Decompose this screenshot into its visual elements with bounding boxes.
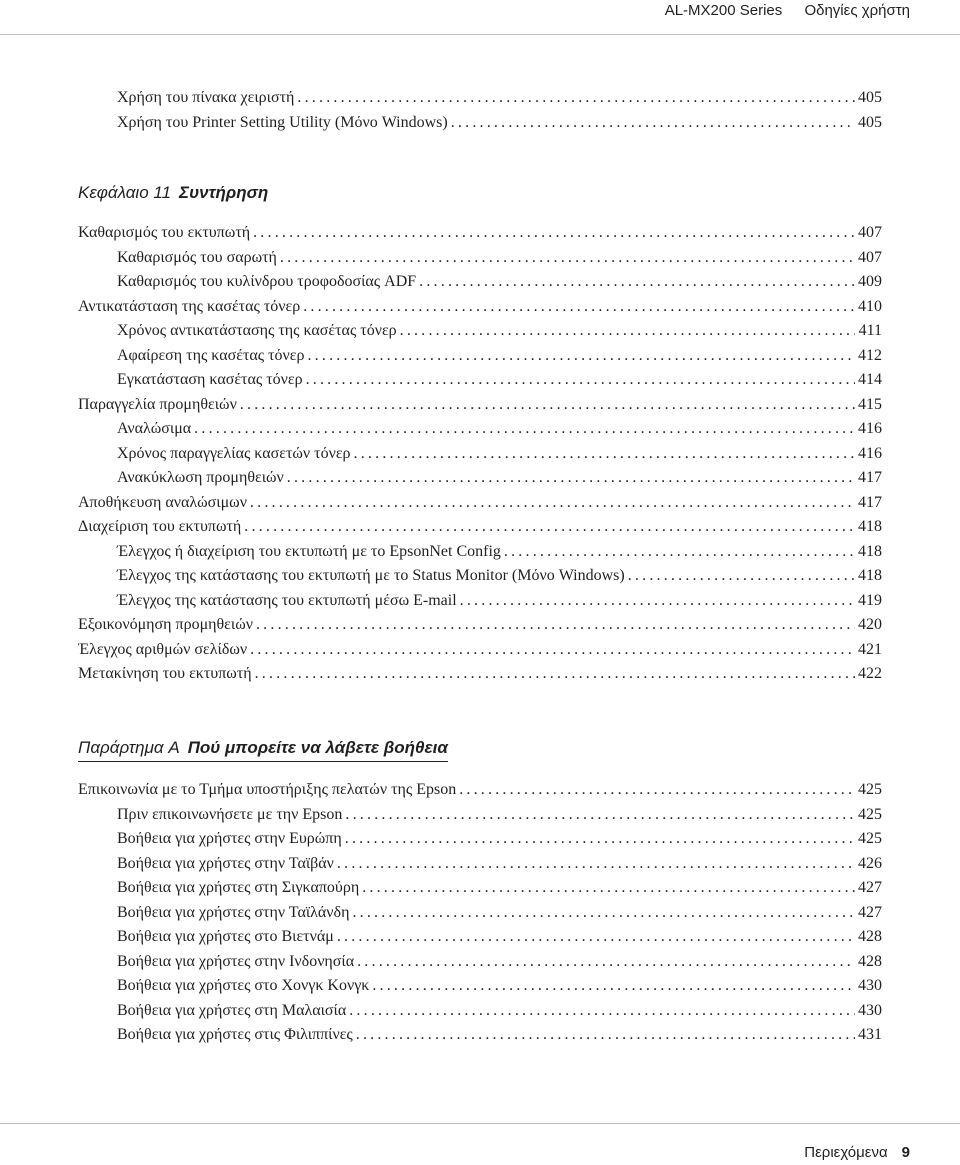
- dot-leader: [362, 876, 855, 901]
- toc-entry-label: Βοήθεια για χρήστες στο Βιετνάμ: [117, 928, 334, 945]
- footer-section: Περιεχόμενα: [804, 1144, 888, 1161]
- toc-entry-page: 417: [858, 469, 882, 486]
- toc-entry-page: 417: [858, 493, 882, 511]
- chapter-title: Συντήρηση: [179, 183, 269, 202]
- dot-leader: [240, 393, 855, 418]
- toc-entry-page: 407: [858, 248, 882, 266]
- dot-leader: [357, 950, 855, 975]
- toc-entry-label: Βοήθεια για χρήστες στην Ινδονησία: [117, 952, 355, 970]
- toc-entry[interactable]: [78, 319, 882, 344]
- toc-entry-label: Αναλώσιμα: [117, 420, 192, 437]
- toc-entry-label: Αντικατάσταση της κασέτας τόνερ: [78, 297, 301, 315]
- toc-list: [78, 221, 882, 687]
- toc-entry-page: 416: [858, 420, 882, 437]
- toc-entry-page: 415: [858, 395, 882, 413]
- toc-entry-page: 416: [858, 444, 882, 462]
- dot-leader: [352, 901, 855, 926]
- toc-entry-page: 428: [858, 952, 882, 970]
- toc-entry[interactable]: [78, 221, 882, 246]
- toc-entry-page: 414: [858, 371, 882, 388]
- chapter-prefix: Κεφάλαιο 11: [78, 183, 172, 202]
- dot-leader: [253, 221, 855, 246]
- toc-entry[interactable]: [78, 950, 882, 975]
- toc-entry-label: Πριν επικοινωνήσετε με την Epson: [117, 805, 343, 823]
- dot-leader: [194, 417, 855, 442]
- toc-entry-label: Βοήθεια για χρήστες στην Ταϊλάνδη: [117, 903, 350, 921]
- toc-entry-label: Ανακύκλωση προμηθειών: [117, 469, 284, 486]
- toc-entry[interactable]: [78, 613, 882, 638]
- toc-entry[interactable]: [78, 662, 882, 687]
- dot-leader: [250, 638, 855, 663]
- toc-entry[interactable]: [78, 270, 882, 295]
- toc-entry[interactable]: [78, 1023, 882, 1048]
- dot-leader: [256, 613, 855, 638]
- dot-leader: [345, 803, 855, 828]
- toc-entry-label: Παραγγελία προμηθειών: [78, 395, 237, 413]
- toc-entry-page: 412: [858, 346, 882, 364]
- toc-entry[interactable]: [78, 111, 882, 136]
- toc-entry[interactable]: [78, 417, 882, 442]
- toc-entry[interactable]: [78, 491, 882, 516]
- toc-entry-page: 420: [858, 616, 882, 633]
- dot-leader: [337, 852, 855, 877]
- dot-leader: [337, 925, 855, 950]
- toc-entry-page: 418: [858, 542, 882, 560]
- toc-entry[interactable]: [78, 393, 882, 418]
- toc-list: [78, 86, 882, 135]
- dot-leader: [400, 319, 855, 344]
- dot-leader: [628, 564, 855, 589]
- toc-entry[interactable]: [78, 589, 882, 614]
- dot-leader: [250, 491, 855, 516]
- toc-entry-label: Έλεγχος της κατάστασης του εκτυπωτή μέσω E-mail: [117, 591, 457, 609]
- toc-entry-label: Μετακίνηση του εκτυπωτή: [78, 665, 252, 682]
- toc-entry[interactable]: [78, 86, 882, 111]
- dot-leader: [297, 86, 855, 111]
- toc-entry[interactable]: [78, 295, 882, 320]
- footer-divider: [0, 1123, 960, 1124]
- toc-entry[interactable]: [78, 974, 882, 999]
- dot-leader: [303, 295, 855, 320]
- toc-entry[interactable]: [78, 515, 882, 540]
- dot-leader: [460, 589, 855, 614]
- toc-entry-page: 418: [858, 567, 882, 584]
- toc-entry-label: Καθαρισμός του σαρωτή: [117, 248, 277, 266]
- page-number: 9: [901, 1144, 910, 1161]
- toc-entry-page: 405: [858, 113, 882, 131]
- toc-entry-label: Καθαρισμός του κυλίνδρου τροφοδοσίας ADF: [117, 273, 417, 290]
- dot-leader: [280, 246, 855, 271]
- toc-entry-page: 425: [858, 781, 882, 798]
- toc-entry-page: 430: [858, 977, 882, 994]
- dot-leader: [306, 368, 855, 393]
- toc-entry-label: Χρήση του Printer Setting Utility (Μόνο Windows): [117, 113, 448, 131]
- toc-entry-label: Βοήθεια για χρήστες στη Σιγκαπούρη: [117, 879, 360, 896]
- toc-entry-label: Έλεγχος αριθμών σελίδων: [78, 640, 248, 658]
- dot-leader: [307, 344, 855, 369]
- toc-entry-page: 425: [858, 805, 882, 823]
- toc-entry-label: Χρόνος αντικατάστασης της κασέτας τόνερ: [117, 322, 397, 339]
- toc-entry-page: 418: [858, 518, 882, 535]
- toc-entry[interactable]: [78, 344, 882, 369]
- chapter-heading: [78, 181, 882, 205]
- toc-entry-page: 419: [858, 591, 882, 609]
- toc-entry-label: Βοήθεια για χρήστες στην Ευρώπη: [117, 830, 342, 847]
- dot-leader: [372, 974, 855, 999]
- toc-entry-page: 425: [858, 830, 882, 847]
- dot-leader: [354, 442, 855, 467]
- toc-entry-page: 409: [858, 273, 882, 290]
- dot-leader: [451, 111, 855, 136]
- toc-entry-label: Εγκατάσταση κασέτας τόνερ: [117, 371, 303, 388]
- page-footer: [804, 1143, 910, 1163]
- appendix-prefix: Παράρτημα A: [78, 738, 180, 757]
- toc-entry-label: Επικοινωνία με το Τμήμα υποστήριξης πελατών της Epson: [78, 781, 457, 798]
- toc-entry-page: 407: [858, 224, 882, 241]
- toc-entry[interactable]: [78, 442, 882, 467]
- toc-entry-page: 405: [858, 89, 882, 106]
- toc-entry[interactable]: [78, 564, 882, 589]
- toc-entry[interactable]: [78, 368, 882, 393]
- toc-entry-page: 411: [858, 322, 882, 339]
- dot-leader: [504, 540, 855, 565]
- toc-entry[interactable]: [78, 901, 882, 926]
- page-header: [665, 0, 910, 22]
- dot-leader: [419, 270, 855, 295]
- header-divider: [0, 34, 960, 35]
- toc-entry[interactable]: [78, 540, 882, 565]
- product-name: AL-MX200 Series: [664, 2, 783, 19]
- dot-leader: [349, 999, 855, 1024]
- toc-entry-page: 421: [858, 640, 882, 658]
- dot-leader: [356, 1023, 855, 1048]
- toc-entry-label: Έλεγχος της κατάστασης του εκτυπωτή με το Status Monitor (Μόνο Windows): [117, 567, 625, 584]
- toc-chapter-11: [78, 181, 882, 687]
- toc-entry-label: Έλεγχος ή διαχείριση του εκτυπωτή με το EpsonNet Config: [117, 542, 501, 560]
- toc-entry[interactable]: [78, 638, 882, 663]
- toc-entry-label: Καθαρισμός του εκτυπωτή: [78, 224, 251, 241]
- toc-entry[interactable]: [78, 778, 882, 803]
- toc-entry-page: 410: [858, 297, 882, 315]
- toc-entry-page: 427: [858, 903, 882, 921]
- toc-entry-label: Βοήθεια για χρήστες στην Ταϊβάν: [117, 854, 334, 872]
- toc-entry[interactable]: [78, 246, 882, 271]
- toc-entry-label: Βοήθεια για χρήστες στις Φιλιππίνες: [117, 1026, 353, 1043]
- toc-entry-label: Χρήση του πίνακα χειριστή: [117, 89, 295, 106]
- toc-appendix-a: [78, 736, 882, 1048]
- toc-entry[interactable]: [78, 466, 882, 491]
- toc-entry-page: 422: [858, 665, 882, 682]
- toc-entry-label: Αφαίρεση της κασέτας τόνερ: [117, 346, 305, 364]
- toc-entry[interactable]: [78, 803, 882, 828]
- appendix-title: Πού μπορείτε να λάβετε βοήθεια: [187, 738, 448, 757]
- dot-leader: [287, 466, 855, 491]
- toc-entry-label: Χρόνος παραγγελίας κασετών τόνερ: [117, 444, 351, 462]
- toc-entry[interactable]: [78, 852, 882, 877]
- dot-leader: [255, 662, 855, 687]
- toc-entry-page: 428: [858, 928, 882, 945]
- toc-entry-label: Διαχείριση του εκτυπωτή: [78, 518, 242, 535]
- toc-entry[interactable]: [78, 925, 882, 950]
- toc-entry[interactable]: [78, 999, 882, 1024]
- toc-entry-label: Βοήθεια για χρήστες στη Μαλαισία: [117, 1001, 347, 1019]
- toc-entry[interactable]: [78, 827, 882, 852]
- toc-entry-label: Βοήθεια για χρήστες στο Χονγκ Κονγκ: [117, 977, 370, 994]
- toc-entry[interactable]: [78, 876, 882, 901]
- appendix-heading: [78, 736, 448, 762]
- toc-entry-page: 431: [858, 1026, 882, 1043]
- document-title: Οδηγίες χρήστη: [804, 2, 910, 19]
- toc-entry-label: Εξοικονόμηση προμηθειών: [78, 616, 253, 633]
- dot-leader: [244, 515, 855, 540]
- toc-list: [78, 778, 882, 1048]
- toc-entry-page: 427: [858, 879, 882, 896]
- toc-entry-page: 426: [858, 854, 882, 872]
- toc-continued: [78, 86, 882, 135]
- dot-leader: [459, 778, 855, 803]
- toc-entry-page: 430: [858, 1001, 882, 1019]
- dot-leader: [345, 827, 855, 852]
- toc-entry-label: Αποθήκευση αναλώσιμων: [78, 493, 247, 511]
